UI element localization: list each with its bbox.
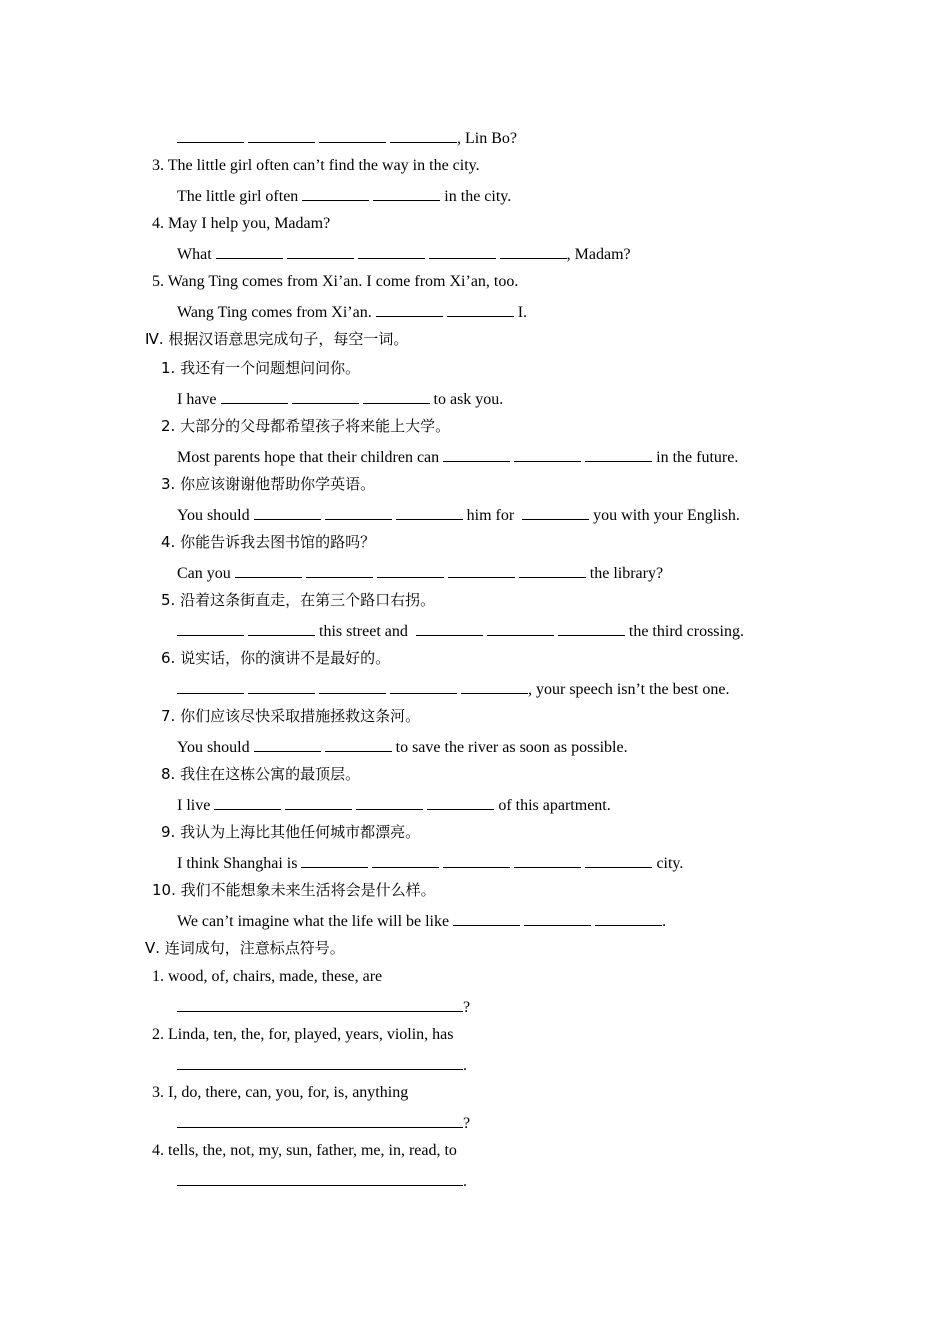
blank[interactable] xyxy=(325,504,392,520)
blank[interactable] xyxy=(214,794,281,810)
section-4-heading: Ⅳ. 根据汉语意思完成句子，每空一词。 xyxy=(145,330,409,348)
blank[interactable] xyxy=(376,301,443,317)
blank[interactable] xyxy=(302,185,369,201)
blank[interactable] xyxy=(177,127,244,143)
blank[interactable] xyxy=(358,243,425,259)
blank[interactable] xyxy=(377,562,444,578)
blank[interactable] xyxy=(427,794,494,810)
question-3: 3. The little girl often can’t find the way in the city. xyxy=(152,157,480,174)
s4-item-6-prompt: 6. 说实话，你的演讲不是最好的。 xyxy=(161,649,391,667)
blank[interactable] xyxy=(429,243,496,259)
s4-item-1-answer: I have to ask you. xyxy=(177,388,503,410)
s5-item-4-answer: . xyxy=(177,1170,467,1192)
blank[interactable] xyxy=(372,852,439,868)
s4-item-10-prompt: 10. 我们不能想象未来生活将会是什么样。 xyxy=(152,881,436,899)
s5-item-3-answer: ? xyxy=(177,1112,470,1134)
s4-item-9-answer: I think Shanghai is city. xyxy=(177,852,683,874)
s4-item-1-prompt: 1. 我还有一个问题想问问你。 xyxy=(161,359,361,377)
blank[interactable] xyxy=(356,794,423,810)
blank[interactable] xyxy=(585,852,652,868)
section-5-heading: Ⅴ. 连词成句，注意标点符号。 xyxy=(145,939,345,957)
blank[interactable] xyxy=(319,127,386,143)
blank[interactable] xyxy=(325,736,392,752)
blank[interactable] xyxy=(248,620,315,636)
answer-line-3: The little girl often in the city. xyxy=(177,185,511,207)
blank[interactable] xyxy=(585,446,652,462)
question-5: 5. Wang Ting comes from Xi’an. I come from Xi’an, too. xyxy=(152,273,519,290)
s4-item-6-answer: , your speech isn’t the best one. xyxy=(177,678,729,700)
blank[interactable] xyxy=(287,243,354,259)
blank[interactable] xyxy=(285,794,352,810)
blank[interactable] xyxy=(514,852,581,868)
answer-blank[interactable] xyxy=(177,1054,463,1070)
blank[interactable] xyxy=(416,620,483,636)
answer-line-4: What , Madam? xyxy=(177,243,631,265)
blank[interactable] xyxy=(254,736,321,752)
blank[interactable] xyxy=(524,910,591,926)
s4-item-8-answer: I live of this apartment. xyxy=(177,794,611,816)
blank[interactable] xyxy=(453,910,520,926)
blank[interactable] xyxy=(363,388,430,404)
blank[interactable] xyxy=(306,562,373,578)
blank[interactable] xyxy=(292,388,359,404)
blank[interactable] xyxy=(301,852,368,868)
s4-item-3-prompt: 3. 你应该谢谢他帮助你学英语。 xyxy=(161,475,376,493)
blank[interactable] xyxy=(447,301,514,317)
s4-item-7-prompt: 7. 你们应该尽快采取措施拯救这条河。 xyxy=(161,707,421,725)
blank[interactable] xyxy=(254,504,321,520)
s5-item-1-answer: ? xyxy=(177,996,470,1018)
blank[interactable] xyxy=(177,678,244,694)
s4-item-4-prompt: 4. 你能告诉我去图书馆的路吗？ xyxy=(161,533,376,551)
blank[interactable] xyxy=(461,678,528,694)
blank[interactable] xyxy=(519,562,586,578)
s4-item-8-prompt: 8. 我住在这栋公寓的最顶层。 xyxy=(161,765,361,783)
blank[interactable] xyxy=(514,446,581,462)
answer-line-2: , Lin Bo? xyxy=(177,127,517,149)
blank[interactable] xyxy=(248,678,315,694)
blank[interactable] xyxy=(221,388,288,404)
s4-item-2-prompt: 2. 大部分的父母都希望孩子将来能上大学。 xyxy=(161,417,451,435)
blank[interactable] xyxy=(319,678,386,694)
blank[interactable] xyxy=(522,504,589,520)
s5-item-2-words: 2. Linda, ten, the, for, played, years, violin, has xyxy=(152,1026,454,1043)
question-4: 4. May I help you, Madam? xyxy=(152,215,331,232)
blank[interactable] xyxy=(487,620,554,636)
s4-item-10-answer: We can’t imagine what the life will be like . xyxy=(177,910,666,932)
s4-item-2-answer: Most parents hope that their children can in the future. xyxy=(177,446,738,468)
blank[interactable] xyxy=(235,562,302,578)
s4-item-5-prompt: 5. 沿着这条街直走，在第三个路口右拐。 xyxy=(161,591,436,609)
blank[interactable] xyxy=(448,562,515,578)
blank[interactable] xyxy=(443,852,510,868)
blank[interactable] xyxy=(558,620,625,636)
answer-blank[interactable] xyxy=(177,996,463,1012)
blank[interactable] xyxy=(595,910,662,926)
blank[interactable] xyxy=(177,620,244,636)
s4-item-5-answer: this street and the third crossing. xyxy=(177,620,744,642)
s4-item-3-answer: You should him for you with your English. xyxy=(177,504,740,526)
s5-item-1-words: 1. wood, of, chairs, made, these, are xyxy=(152,968,383,985)
s4-item-9-prompt: 9. 我认为上海比其他任何城市都漂亮。 xyxy=(161,823,421,841)
blank[interactable] xyxy=(390,678,457,694)
answer-blank[interactable] xyxy=(177,1170,463,1186)
s5-item-4-words: 4. tells, the, not, my, sun, father, me, in, read, to xyxy=(152,1142,457,1159)
blank[interactable] xyxy=(443,446,510,462)
blank[interactable] xyxy=(216,243,283,259)
blank[interactable] xyxy=(500,243,567,259)
blank[interactable] xyxy=(396,504,463,520)
s4-item-4-answer: Can you the library? xyxy=(177,562,663,584)
blank[interactable] xyxy=(248,127,315,143)
answer-blank[interactable] xyxy=(177,1112,463,1128)
blank[interactable] xyxy=(373,185,440,201)
s4-item-7-answer: You should to save the river as soon as possible. xyxy=(177,736,628,758)
s5-item-3-words: 3. I, do, there, can, you, for, is, anything xyxy=(152,1084,409,1101)
s5-item-2-answer: . xyxy=(177,1054,467,1076)
answer-line-5: Wang Ting comes from Xi’an. I. xyxy=(177,301,527,323)
blank[interactable] xyxy=(390,127,457,143)
